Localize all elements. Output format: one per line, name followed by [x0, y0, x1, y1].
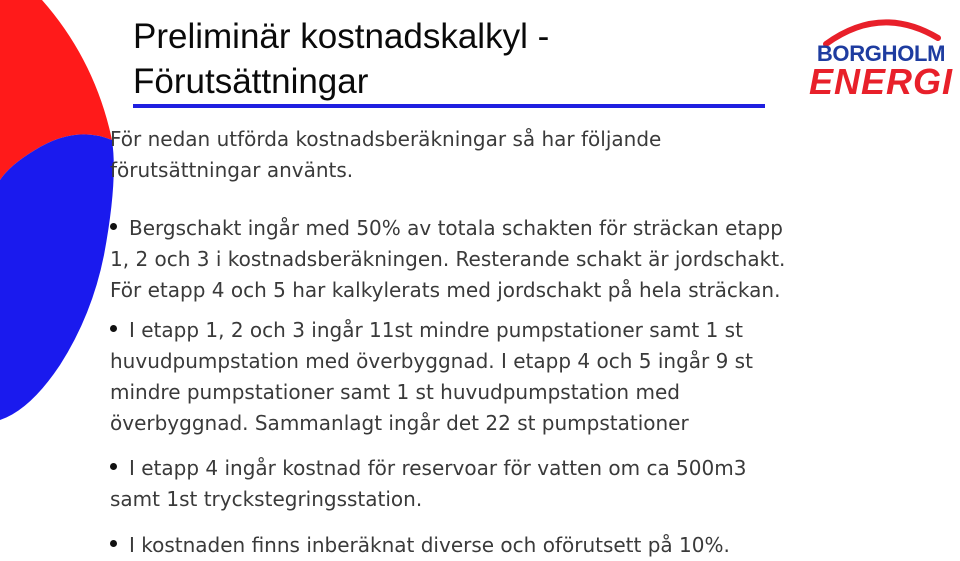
bullet-rock-excavation — [110, 213, 955, 306]
bullet-pump-stations — [110, 315, 955, 439]
blue-arc-shape — [0, 134, 114, 420]
bullet-dot-icon — [110, 540, 117, 547]
bullet-line: För etapp 4 och 5 har kalkylerats med jordschakt på hela sträckan. — [110, 278, 781, 302]
slide-title — [133, 14, 549, 104]
title-underline — [133, 104, 765, 108]
intro-line-1: För nedan utförda kostnadsberäkningar så har följande — [110, 127, 662, 151]
bullet-dot-icon — [110, 325, 117, 332]
bullet-line: 1, 2 och 3 i kostnadsberäkningen. Resterande schakt är jordschakt. — [110, 247, 786, 271]
bullet-line: I etapp 4 ingår kostnad för reservoar för vatten om ca 500m3 — [129, 456, 747, 480]
bullet-line: Bergschakt ingår med 50% av totala schakten för sträckan etapp — [129, 216, 783, 240]
title-line-2: Förutsättningar — [133, 62, 369, 101]
bullet-line: huvudpumpstation med överbyggnad. I etapp 4 och 5 ingår 9 st — [110, 349, 753, 373]
bullet-contingency — [110, 530, 955, 561]
title-line-1: Preliminär kostnadskalkyl - — [133, 17, 550, 56]
bullet-line: I kostnaden finns inberäknat diverse och oförutsett på 10%. — [129, 533, 730, 557]
bullet-dot-icon — [110, 463, 117, 470]
borgholm-energi-logo — [806, 10, 956, 100]
bullet-reservoir — [110, 453, 955, 515]
logo-borgholm-text: BORGHOLM — [816, 41, 946, 66]
bullet-line: samt 1st tryckstegringsstation. — [110, 487, 423, 511]
logo-energi-text: ENERGI — [808, 61, 954, 102]
bullet-line: överbyggnad. Sammanlagt ingår det 22 st pumpstationer — [110, 411, 689, 435]
bullet-dot-icon — [110, 223, 117, 230]
bullet-line: I etapp 1, 2 och 3 ingår 11st mindre pumpstationer samt 1 st — [129, 318, 743, 342]
intro-paragraph — [110, 124, 950, 186]
bullet-line: mindre pumpstationer samt 1 st huvudpumpstation med — [110, 380, 680, 404]
assumption-list — [110, 213, 955, 561]
intro-line-2: förutsättningar använts. — [110, 158, 354, 182]
